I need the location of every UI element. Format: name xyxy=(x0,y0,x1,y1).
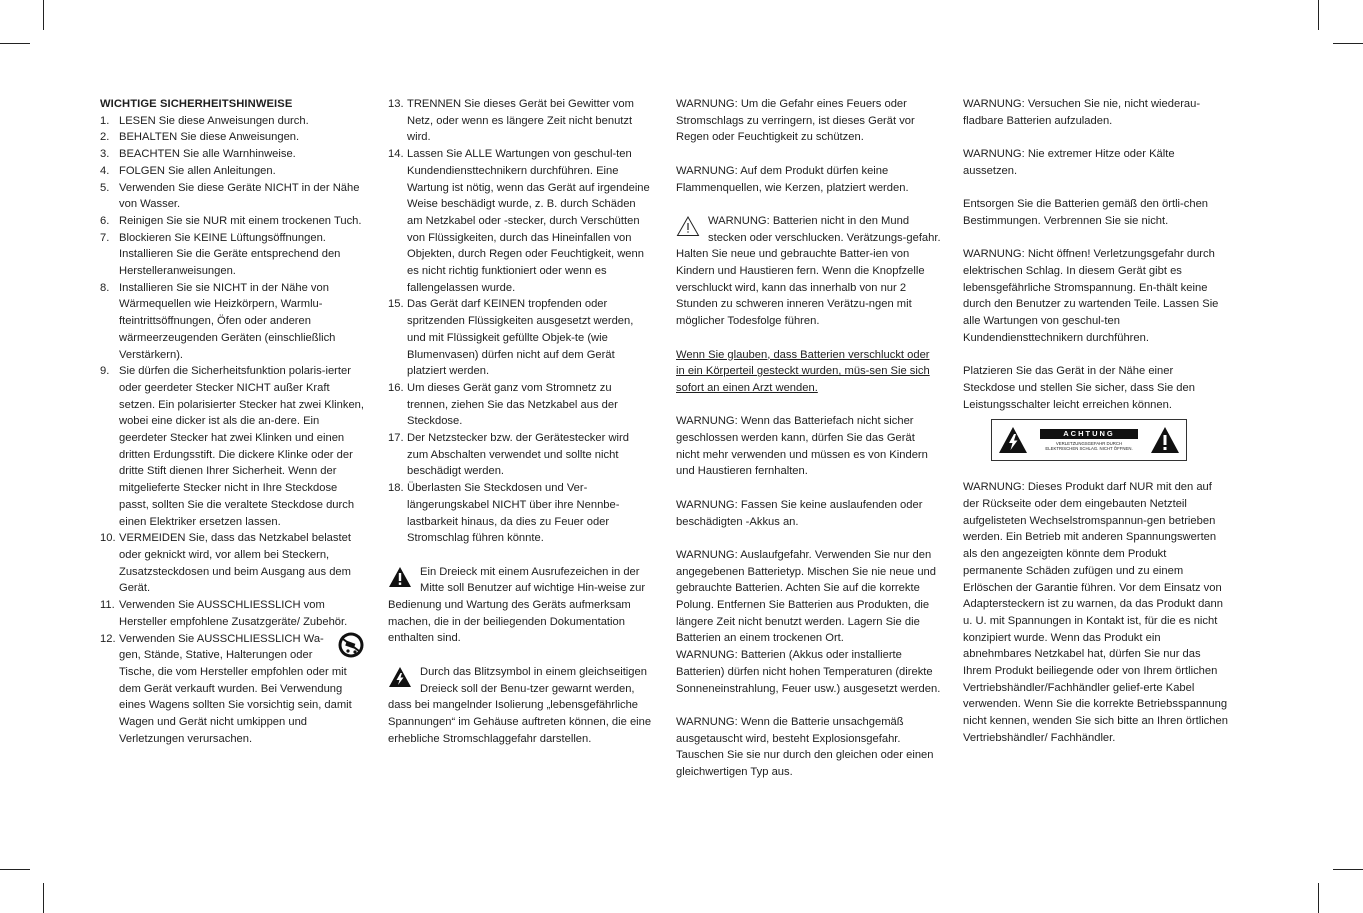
item-number: 16. xyxy=(388,381,404,394)
warning-label: WARNUNG xyxy=(676,649,735,662)
item-text: BEHALTEN Sie diese Anweisungen. xyxy=(119,131,300,144)
lightning-triangle-icon xyxy=(998,426,1028,454)
item-text: Verwenden Sie AUSSCHLIESSLICH Wa-gen, Stände, Stative, Halterungen oder Tische, die vom Hersteller empfohlen oder mit dem Gerät verkauft wurden. Bei Verwendung eines Wagens sollten Sie vorsichtig sein, damit Wagen und Gerät nicht umkippen und Verletzungen verursachen. xyxy=(119,632,352,745)
item-text: Der Netzstecker bzw. der Gerätestecker wird zum Abschalten verwendet und sollte nicht beschädigt werden. xyxy=(407,432,629,478)
warning-text: : Nie extremer Hitze oder Kälte aussetzen. xyxy=(963,148,1175,177)
crop-mark xyxy=(0,43,30,44)
item-text: Überlasten Sie Steckdosen und Ver-längerungskabel NICHT über ihre Nennbe-lastbarkeit hinaus, da dies zu Feuer oder Stromschlag führen könnte. xyxy=(407,482,620,545)
warning-paragraph xyxy=(676,714,941,781)
lightning-triangle-icon xyxy=(388,666,412,688)
cart-tip-over-icon xyxy=(337,631,365,659)
note-text: Ein Dreieck mit einem Ausrufezeichen in der Mitte soll Benutzer auf wichtige Hin-weise zur Bedienung und Wartung des Geräts aufmerksam machen, die in der beiliegenden Dokumentation enthalten sind. xyxy=(388,565,646,645)
warning-label: WARNUNG xyxy=(676,498,735,511)
list-item xyxy=(100,530,365,597)
warning-text: : Auslaufgefahr. Verwenden Sie nur den angegebenen Batterietyp. Mischen Sie nie neue und gebrauchte Batterien. Achten Sie auf die korrekte Polung. Entfernen Sie Batterien aus Produkten, die längere Zeit nicht benutzt werden. Lagern Sie die Batterien an einem trockenen Ort. xyxy=(676,548,936,645)
exclamation-triangle-icon xyxy=(388,566,412,588)
item-number: 4. xyxy=(100,164,110,177)
item-text: Verwenden Sie AUSSCHLIESSLICH vom Hersteller empfohlene Zusatzgeräte/ Zubehör. xyxy=(119,599,348,628)
note-text: Durch das Blitzsymbol in einem gleichseitigen Dreieck soll der Benu-tzer gewarnt werden, dass bei mangelnder Isolierung „lebensgefährliche Spannungen“ im Gehäuse auftreten können, die eine erhebliche Stromschlaggefahr darstellen. xyxy=(388,665,652,745)
warning-text: Auf dem Produkt dürfen keine Flammenquellen, wie Kerzen, platziert werden. xyxy=(676,164,909,194)
safety-list xyxy=(388,96,653,547)
item-number: 7. xyxy=(100,231,110,244)
item-number: 9. xyxy=(100,365,110,378)
warning-label: WARNUNG xyxy=(676,715,735,728)
item-number: 14. xyxy=(388,148,404,161)
warning-paragraph xyxy=(676,413,941,480)
caution-text: VERLETZUNGSGEFAHR DURCH ELEKTRISCHEN SCHLAG. NICHT ÖFFNEN. xyxy=(1045,441,1133,452)
warning-paragraph xyxy=(963,96,1228,129)
warning-label: WARNUNG: xyxy=(963,248,1025,261)
item-text: Verwenden Sie diese Geräte NICHT in der Nähe von Wasser. xyxy=(119,181,360,211)
warning-paragraph xyxy=(676,96,941,146)
warning-text: : Batterien nicht in den Mund stecken oder verschlucken. Verätzungs-gefahr. Halten Sie neue und gebrauchte Batter-ien von Kindern und Haustieren fern. Wenn die Knopfzelle verschluckt wird, kann das innerhalb von nur 2 Stunden zu schweren inneren Verätzu-ngen mit möglicher Todesfolge führen. xyxy=(676,214,941,328)
column-1 xyxy=(100,96,365,747)
item-number: 2. xyxy=(100,131,110,144)
list-item xyxy=(388,430,653,480)
disposal-notice: Entsorgen Sie die Batterien gemäß den örtli-chen Bestimmungen. Verbrennen Sie sie nicht. xyxy=(963,198,1209,227)
warning-text: Nicht öffnen! Verletzungsgefahr durch elektrischen Schlag. In diesem Gerät gibt es lebensgefährliche Stromspannung. En-thält keine durch den Benutzer zu wartenden Teile. Lassen Sie alle Wartungen von geschul-ten Kundendiensttechnikern durchführen. xyxy=(963,248,1219,344)
crop-mark xyxy=(0,869,30,870)
list-item xyxy=(100,213,365,230)
crop-mark xyxy=(43,0,44,30)
item-number: 12. xyxy=(100,632,116,645)
list-item xyxy=(388,480,653,547)
warning-text: Dieses Produkt darf NUR mit den auf der Rückseite oder dem eingebauten Netzteil aufgelisteten Wechselstromspannun-gen betrieben werden. Ein Betrieb mit anderen Spannungswerten als den angezeigten könnte dem Produkt permanente Schäden zufügen und zu einem Erlöschen der Garantie führen. Vor dem Einsatz von Adaptersteckern ist zu warnen, da das Produkt dann u. U. mit Spannungen in Kontakt ist, für die es nicht konzipiert wurde. Wenn das Produkt ein abnehmbares Netzkabel hat, dürfen Sie nur das Ihrem Produkt beiliegende oder von Ihrem örtlichen Vertriebshändler/Fachhändler gelief-erte Kabel verwenden. Wenn Sie die korrekte Betriebsspannung nicht kennen, wenden Sie sich bitte an Ihren örtlichen Vertriebshändler/ Fachhändler. xyxy=(963,481,1228,744)
item-text: TRENNEN Sie dieses Gerät bei Gewitter vom Netz, oder wenn es längere Zeit nicht benutzt wird. xyxy=(407,98,634,144)
column-2 xyxy=(388,96,653,764)
item-text: Sie dürfen die Sicherheitsfunktion polaris-ierter oder geerdeter Stecker NICHT außer Kraft setzen. Ein polarisierter Stecker hat zwei Klinken, wobei eine dicker ist als die an-dere. Ein geerdeter Stecker hat zwei Klinken und einen dritten Erdungsstift. Die dickere Klinke oder der dritte Stift dienen Ihrer Sicherheit. Wenn der mitgelieferte Stecker nicht in Ihre Steckdose passt, sollten Sie die veraltete Steckdose durch einen Elektriker ersetzen lassen. xyxy=(119,365,364,528)
warning-text: : Wenn das Batteriefach nicht sicher geschlossen werden kann, dürfen Sie das Gerät nicht mehr verwenden und müssen es von Kindern und Haustieren fernhalten. xyxy=(676,415,928,478)
item-number: 10. xyxy=(100,532,116,545)
warning-label: WARNUNG: xyxy=(676,164,738,177)
doctor-notice: Wenn Sie glauben, dass Batterien verschluckt oder in ein Körperteil gesteckt wurden, müs-sen Sie sich sofort an einen Arzt wenden. xyxy=(676,348,930,394)
item-text: BEACHTEN Sie alle Warnhinweise. xyxy=(119,148,296,161)
warning-label: WARNUNG xyxy=(676,548,735,561)
item-text: Installieren Sie sie NICHT in der Nähe von Wärmequellen wie Heizkörpern, Warmlu-fteintrittsöffnungen, Öfen oder anderen wärmeerzeugenden Geräten (einschließlich Verstärkern). xyxy=(119,281,336,361)
caution-label-center xyxy=(1040,429,1138,451)
warning-paragraph xyxy=(676,163,941,196)
lightning-note xyxy=(388,664,653,748)
item-text: Reinigen Sie sie NUR mit einem trockenen Tuch. xyxy=(119,214,362,227)
item-text: FOLGEN Sie allen Anleitungen. xyxy=(119,164,276,177)
safety-list xyxy=(100,113,365,748)
warning-paragraph xyxy=(676,647,941,697)
warning-text: : Fassen Sie keine auslaufenden oder beschädigten -Akkus an. xyxy=(676,498,923,528)
item-text: VERMEIDEN Sie, dass das Netzkabel belastet oder geknickt wird, vor allem bei Steckern, Zusatzsteckdosen und beim Ausgang aus dem Gerät. xyxy=(119,532,351,595)
item-number: 11. xyxy=(100,599,115,612)
crop-mark xyxy=(1318,0,1319,30)
item-text: Das Gerät darf KEINEN tropfenden oder spritzenden Flüssigkeiten ausgesetzt werden, und mit Flüssigkeit gefüllte Objek-te (wie Blumenvasen) dürfen nicht auf dem Gerät platziert werden. xyxy=(407,298,634,378)
list-item xyxy=(100,113,365,130)
item-number: 17. xyxy=(388,432,404,445)
warning-label: WARNUNG xyxy=(963,98,1022,110)
warning-label: WARNUNG xyxy=(676,415,735,428)
list-item xyxy=(388,96,653,146)
list-item xyxy=(100,163,365,180)
item-number: 8. xyxy=(100,281,110,294)
warning-text: : Batterien (Akkus oder installierte Batterien) dürfen nicht hohen Temperaturen (direkte Sonneneinstrahlung, Feuer usw.) ausgesetzt werden. xyxy=(676,649,941,695)
item-number: 15. xyxy=(388,298,404,311)
warning-text: Um die Gefahr eines Feuers oder Stromschlags zu verringern, ist dieses Gerät vor Regen oder Feuchtigkeit zu schützen. xyxy=(676,98,915,144)
list-item xyxy=(388,296,653,380)
list-item xyxy=(100,180,365,213)
item-number: 1. xyxy=(100,114,110,127)
battery-warning xyxy=(676,213,941,330)
crop-mark xyxy=(1318,883,1319,913)
warning-label: WARNUNG: xyxy=(963,481,1025,494)
item-number: 18. xyxy=(388,482,404,495)
warning-text: : Versuchen Sie nie, nicht wiederau-fladbare Batterien aufzuladen. xyxy=(963,98,1201,127)
warning-paragraph xyxy=(963,146,1228,179)
item-number: 3. xyxy=(100,148,110,161)
warning-outline-icon xyxy=(676,215,700,237)
column-4 xyxy=(963,96,1228,763)
warning-paragraph xyxy=(963,479,1228,746)
exclamation-note xyxy=(388,564,653,648)
list-item xyxy=(100,631,365,748)
warning-text: : Wenn die Batterie unsachgemäß ausgetauscht wird, besteht Explosionsgefahr. Tauschen Sie sie nur durch den gleichen oder einen gleichwertigen Typ aus. xyxy=(676,715,934,779)
item-text: Um dieses Gerät ganz vom Stromnetz zu trennen, ziehen Sie das Netzkabel aus der Steckdose. xyxy=(407,381,618,428)
caution-title: ACHTUNG xyxy=(1040,429,1138,439)
item-text: Blockieren Sie KEINE Lüftungsöffnungen. Installieren Sie die Geräte entsprechend den Herstelleranweisungen. xyxy=(119,231,341,278)
warning-label: WARNUNG xyxy=(963,148,1022,161)
list-item xyxy=(100,597,365,630)
column-3 xyxy=(676,96,941,797)
crop-mark xyxy=(43,883,44,913)
list-item xyxy=(388,146,653,296)
list-item xyxy=(388,380,653,430)
warning-paragraph xyxy=(963,246,1228,346)
list-item xyxy=(100,146,365,163)
warning-label: WARNUNG: xyxy=(676,98,738,110)
list-item xyxy=(100,129,365,146)
exclamation-triangle-icon xyxy=(1150,426,1180,454)
list-item xyxy=(100,363,365,530)
item-text: Lassen Sie ALLE Wartungen von geschul-ten Kundendiensttechnikern durchführen. Eine Wartung ist nötig, wenn das Gerät auf irgendeine Weise beschädigt wurde, z. B. durch Schäden am Netzkabel oder -stecker, durch Verschütten von Flüssigkeiten, durch das Hineinfallen von Objekten, durch Regen oder Feuchtigkeit, wenn es nicht richtig funktioniert oder wenn es fallengelassen wurde. xyxy=(407,148,650,294)
list-item xyxy=(100,280,365,364)
placement-notice: Platzieren Sie das Gerät in der Nähe einer Steckdose und stellen Sie sicher, dass Sie den Leistungsschalter leicht erreichen können. xyxy=(963,365,1195,411)
section-heading: WICHTIGE SICHERHEITSHINWEISE xyxy=(100,98,293,110)
crop-mark xyxy=(1333,869,1363,870)
item-text: LESEN Sie diese Anweisungen durch. xyxy=(119,114,309,127)
caution-label xyxy=(991,419,1187,461)
crop-mark xyxy=(1333,43,1363,44)
warning-paragraph xyxy=(676,547,941,647)
item-number: 5. xyxy=(100,181,110,194)
warning-paragraph xyxy=(676,497,941,530)
item-number: 6. xyxy=(100,214,110,227)
list-item xyxy=(100,230,365,280)
item-number: 13. xyxy=(388,98,404,110)
warning-label: WARNUNG xyxy=(708,214,767,227)
